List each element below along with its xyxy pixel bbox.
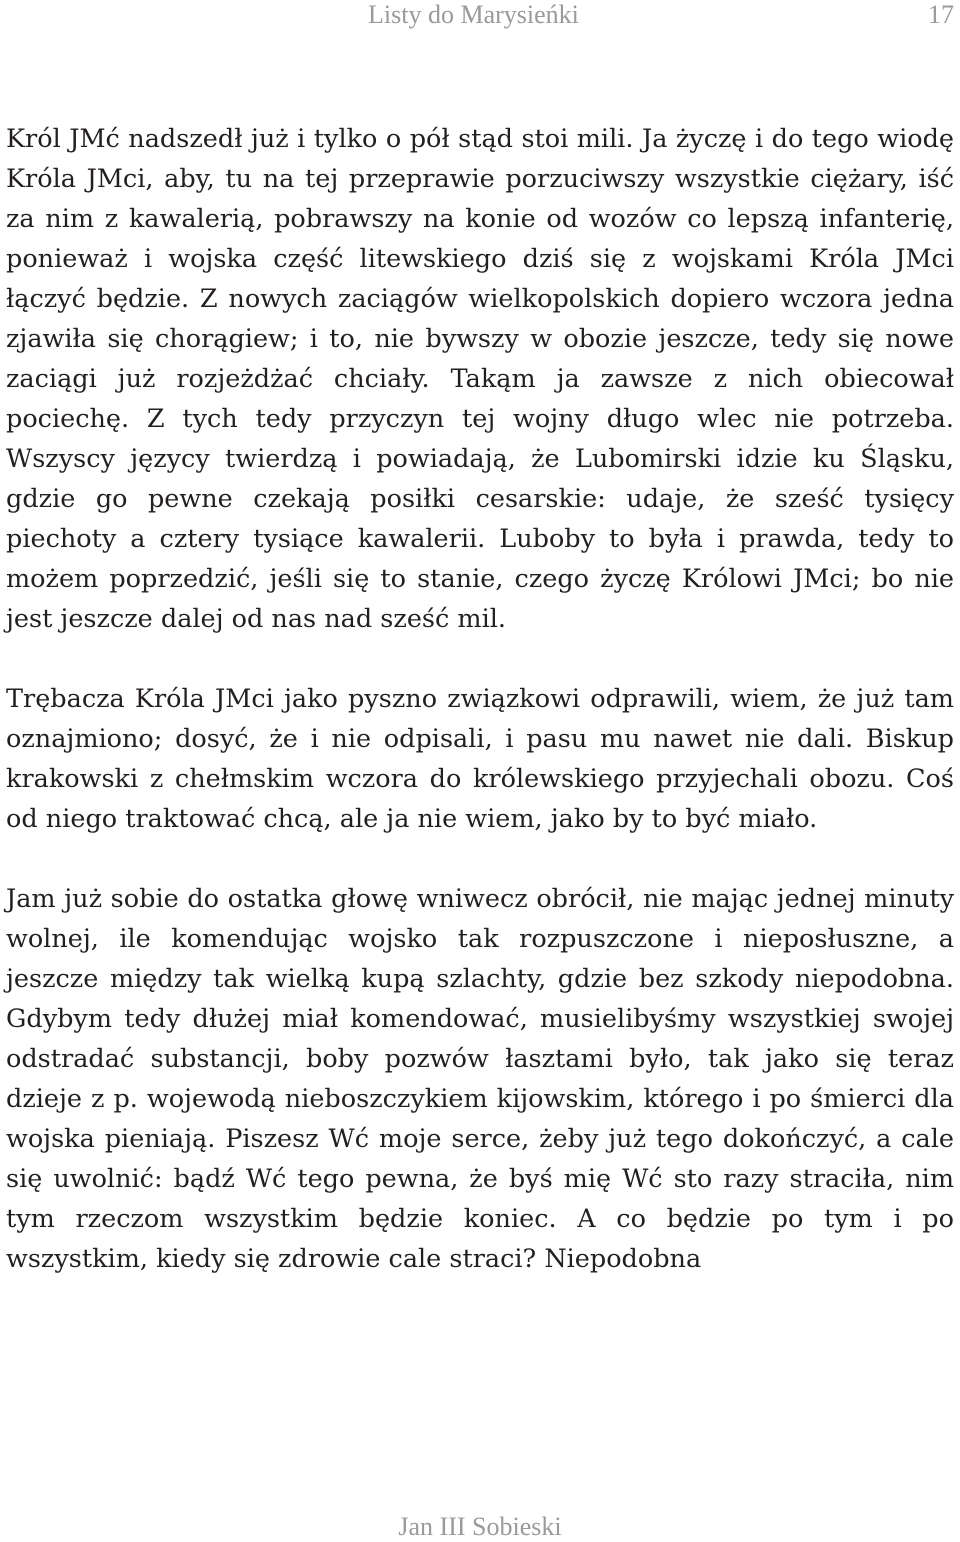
- paragraph: Trębacza Króla JMci jako pyszno związkowi odprawili, wiem, że już tam oznajmiono; dosyć, że i nie odpisali, i pasu mu nawet nie dali. Biskup krakowski z chełmskim wczora do królewskiego przyjechali obozu. Coś od niego traktować chcą, ale ja nie wiem, jako by to być miało.: [6, 684, 954, 834]
- paragraph: Jam już sobie do ostatka głowę wniwecz obrócił, nie mając jednej minuty wolnej, ile komendując wojsko tak rozpuszczone i nieposłuszne, a jeszcze między tak wielką kupą szlachty, gdzie bez szkody niepodobna. Gdybym tedy dłużej miał komendować, musielibyśmy wszystkiej swojej odstradać substancji, boby pozwów łasztami było, tak jako się teraz dzieje z p. wojewodą nieboszczykiem kijowskim, którego i po śmierci dla wojska pieniają. Piszesz Wć moje serce, żeby już tego dokończyć, a cale się uwolnić: bądź Wć tego pewna, że byś mię Wć sto razy straciła, nim tym rzeczom wszystkim będzie koniec. A co będzie po tym i po wszystkim, kiedy się zdrowie cale straci? Niepodobna: [6, 884, 954, 1274]
- running-footer-author: Jan III Sobieski: [398, 1512, 562, 1541]
- paragraph: Król JMć nadszedł już i tylko o pół stąd stoi mili. Ja życzę i do tego wiodę Króla JMci, aby, tu na tej przeprawie porzuciwszy wszystkie ciężary, iść za nim z kawalerią, pobrawszy na konie od wozów co lepszą infanterię, ponieważ i wojska część litewskiego dziś się z wojskami Króla JMci łączyć będzie. Z nowych zaciągów wielkopolskich dopiero wczora jedna zjawiła się chorągiew; i to, nie bywszy w obozie jeszcze, tedy się nowe zaciągi już rozjeżdżać chciały. Takąm ja zawsze z nich obiecował pociechę. Z tych tedy przyczyn tej wojny długo wlec nie potrzeba. Wszyscy języcy twierdzą i powiadają, że Lubomirski idzie ku Śląsku, gdzie go pewne czekają posiłki cesarskie: udaje, że sześć tysięcy piechoty a cztery tysiące kawalerii. Luboby to była i prawda, tedy to możem poprzedzić, jeśli się to stanie, czego życzę Królowi JMci; bo nie jest jeszcze dalej od nas nad sześć mil.: [6, 124, 954, 634]
- letter-body: [6, 119, 954, 1279]
- running-header-title: Listy do Marysieńki: [368, 0, 579, 29]
- page-number: 17: [928, 0, 954, 29]
